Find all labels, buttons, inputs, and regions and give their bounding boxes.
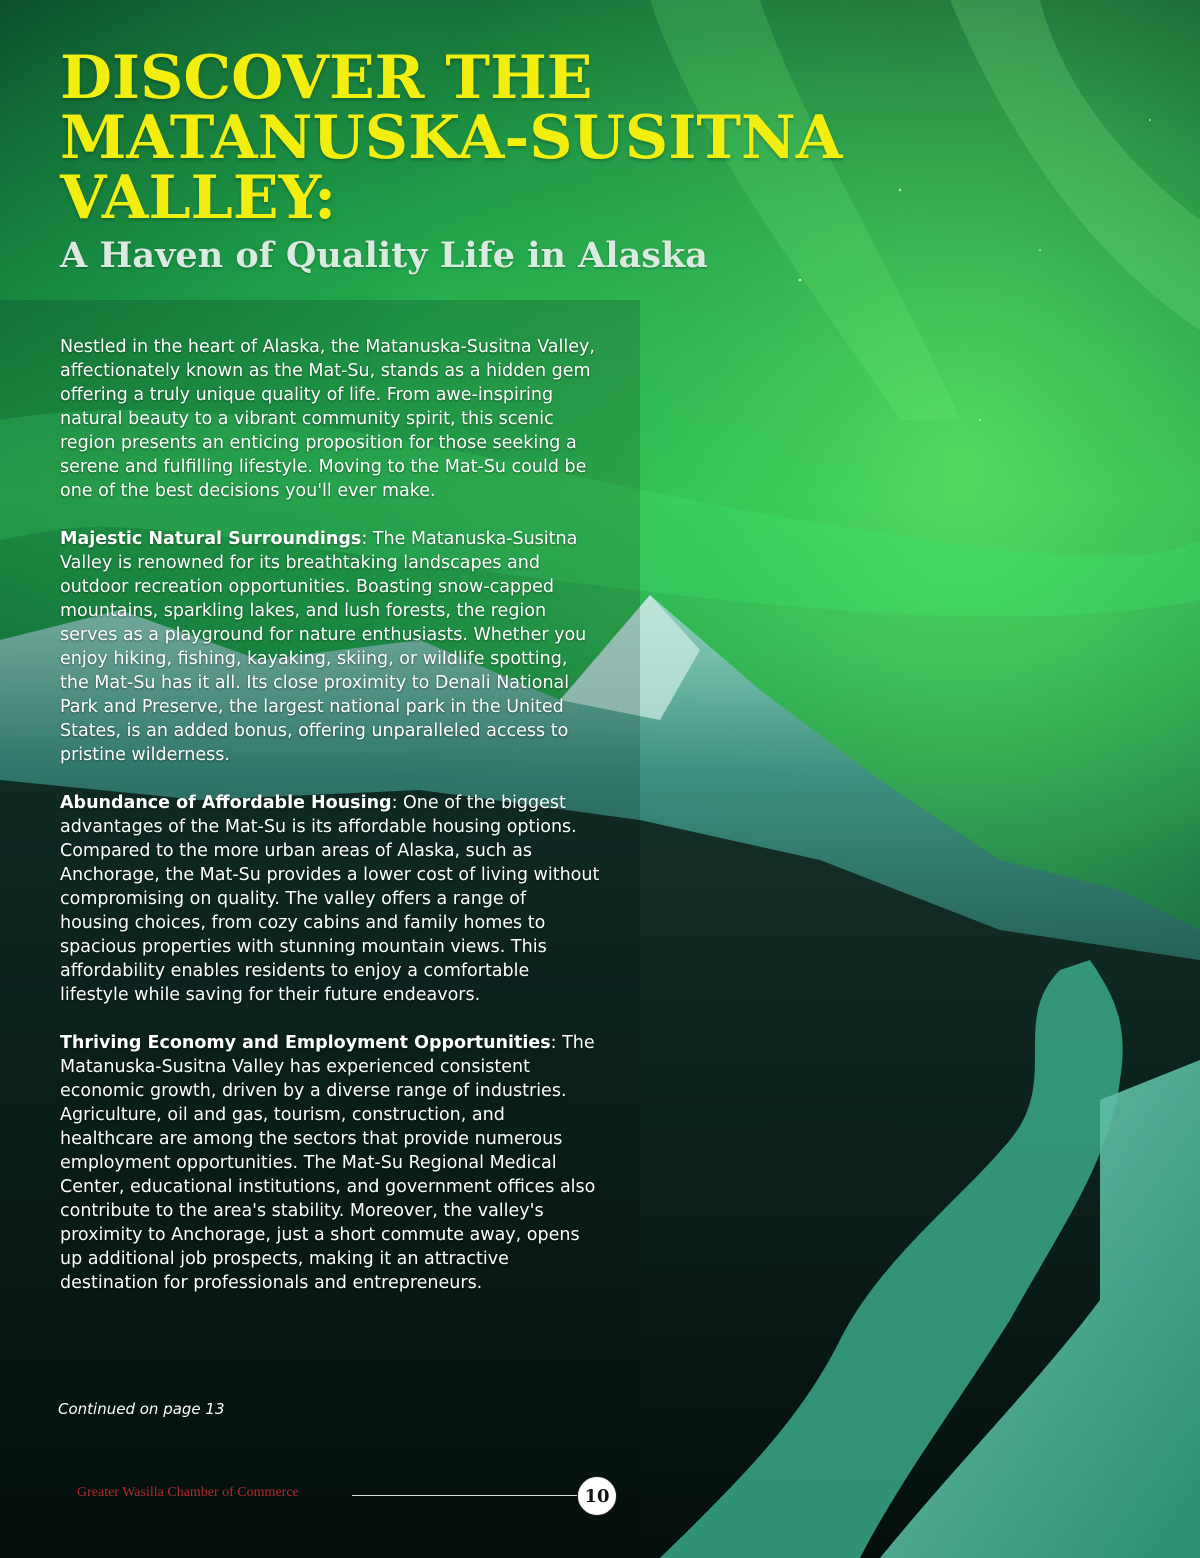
footer-organization: Greater Wasilla Chamber of Commerce [77, 1485, 299, 1500]
section-heading: Thriving Economy and Employment Opportunities [60, 1033, 551, 1053]
section-text: : The Matanuska-Susitna Valley is renowned for its breathtaking landscapes and outdoor recreation opportunities. Boasting snow-capped mountains, sparkling lakes, and lush forests, the region serves as a playground for nature enthusiasts. Whether you enjoy hiking, fishing, kayaking, skiing, or wildlife spotting, the Mat-Su has it all. Its close proximity to Denali National Park and Preserve, the largest national park in the United States, is an added bonus, offering unparalleled access to pristine wilderness. [60, 529, 587, 765]
title-line-1: DISCOVER THE [60, 43, 593, 113]
intro-paragraph: Nestled in the heart of Alaska, the Matanuska-Susitna Valley, affectionately known as the Mat-Su, stands as a hidden gem offering a truly unique quality of life. From awe-inspiring natural beauty to a vibrant community spirit, this scenic region presents an enticing proposition for those seeking a serene and fulfilling lifestyle. Moving to the Mat-Su could be one of the best decisions you'll ever make. [60, 337, 595, 501]
section-economy [60, 1031, 600, 1295]
section-natural-surroundings [60, 527, 600, 767]
title-line-2: MATANUSKA-SUSITNA [60, 103, 843, 173]
section-heading: Majestic Natural Surroundings [60, 529, 362, 549]
continued-note: Continued on page 13 [58, 1400, 225, 1418]
section-heading: Abundance of Affordable Housing [60, 793, 392, 813]
page-title [60, 43, 1060, 233]
footer-divider [352, 1495, 577, 1496]
section-text: : The Matanuska-Susitna Valley has experienced consistent economic growth, driven by a diverse range of industries. Agriculture, oil and gas, tourism, construction, and healthcare are among the sectors that provide numerous employment opportunities. The Mat-Su Regional Medical Center, educational institutions, and government offices also contribute to the area's stability. Moreover, the valley's proximity to Anchorage, just a short commute away, opens up additional job prospects, making it an attractive destination for professionals and entrepreneurs. [60, 1033, 596, 1293]
section-affordable-housing [60, 791, 600, 1007]
article-body [60, 335, 600, 1319]
section-text: : One of the biggest advantages of the Mat-Su is its affordable housing options. Compared to the more urban areas of Alaska, such as Anchorage, the Mat-Su provides a lower cost of living without compromising on quality. The valley offers a range of housing choices, from cozy cabins and family homes to spacious properties with stunning mountain views. This affordability enables residents to enjoy a comfortable lifestyle while saving for their future endeavors. [60, 793, 600, 1005]
page-subtitle: A Haven of Quality Life in Alaska [60, 235, 708, 276]
page-number: 10 [577, 1476, 617, 1516]
title-block [60, 43, 1060, 276]
title-line-3: VALLEY: [60, 163, 337, 233]
